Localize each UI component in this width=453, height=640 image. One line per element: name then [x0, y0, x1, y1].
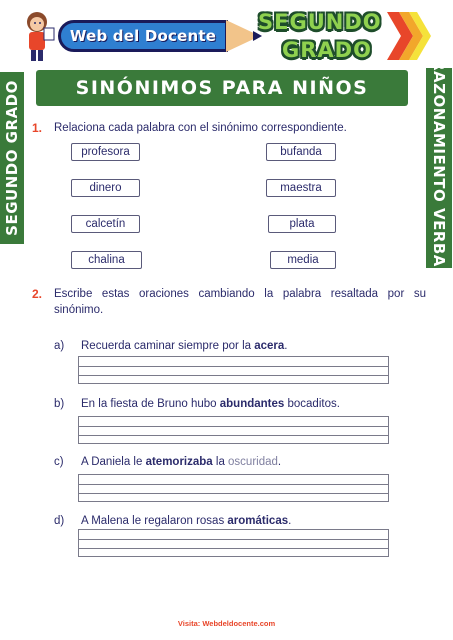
sentence-item	[0, 398, 453, 414]
grade-line-2: GRADO	[282, 38, 372, 62]
item-letter: a)	[54, 340, 65, 352]
sentence-text	[81, 456, 281, 468]
side-label-right	[426, 59, 452, 277]
side-label-left-text: SEGUNDO GRADO	[3, 80, 21, 236]
question-1-number: 1.	[32, 121, 43, 135]
item-letter: d)	[54, 515, 65, 527]
title-banner	[36, 70, 408, 106]
item-letter: b)	[54, 398, 65, 410]
sentence-after: la	[212, 456, 229, 468]
highlighted-word: atemorizaba	[145, 456, 213, 468]
highlighted-word: aromáticas	[227, 515, 289, 527]
sentence-before: En la fiesta de Bruno hubo	[81, 398, 220, 410]
sentence-text	[81, 398, 340, 410]
answer-lines[interactable]	[78, 356, 389, 384]
sentence-text	[81, 340, 287, 352]
sentence-after: bocaditos.	[284, 398, 340, 410]
sentence-before: Recuerda caminar siempre por la	[81, 340, 255, 352]
left-word-box: calcetín	[71, 215, 140, 233]
right-word-box: bufanda	[266, 143, 336, 161]
side-label-left	[0, 72, 24, 244]
sentence-text	[81, 515, 291, 527]
sentence-before: A Malena le regalaron rosas	[81, 515, 228, 527]
question-1-text: Relaciona cada palabra con el sinónimo correspondiente.	[54, 122, 347, 134]
right-word-box: maestra	[266, 179, 336, 197]
right-word-box: media	[270, 251, 336, 269]
left-word-box: dinero	[71, 179, 140, 197]
brand-name: Web del Docente	[69, 27, 217, 45]
teacher-illustration-icon	[20, 8, 58, 64]
left-word-box: chalina	[71, 251, 142, 269]
sentence-after: .	[288, 515, 292, 527]
sentence-item	[0, 340, 453, 356]
right-word-box: plata	[268, 215, 336, 233]
answer-lines[interactable]	[78, 474, 389, 502]
sentence-after: .	[284, 340, 288, 352]
question-2-text: Escribe estas oraciones cambiando la palabra resaltada por su sinónimo.	[54, 288, 426, 316]
sentence-word: oscuridad	[228, 456, 278, 468]
page-title: SINÓNIMOS PARA NIÑOS	[75, 77, 369, 99]
answer-lines[interactable]	[78, 416, 389, 444]
chevron-arrows-icon	[385, 10, 435, 62]
grade-line-1: SEGUNDO	[258, 10, 382, 34]
highlighted-word: abundantes	[219, 398, 285, 410]
question-2-number: 2.	[32, 287, 43, 301]
item-letter: c)	[54, 456, 64, 468]
sentence-item	[0, 456, 453, 472]
brand-logo	[58, 16, 263, 56]
highlighted-word: acera	[254, 340, 285, 352]
side-label-right-text: RAZONAMIENTO VERBAL	[430, 59, 448, 277]
footer-link[interactable]: Visita: Webdeldocente.com	[177, 619, 276, 628]
sentence-end: .	[277, 456, 282, 468]
sentence-before: A Daniela le	[81, 456, 146, 468]
answer-lines[interactable]	[78, 529, 389, 557]
left-word-box: profesora	[71, 143, 140, 161]
